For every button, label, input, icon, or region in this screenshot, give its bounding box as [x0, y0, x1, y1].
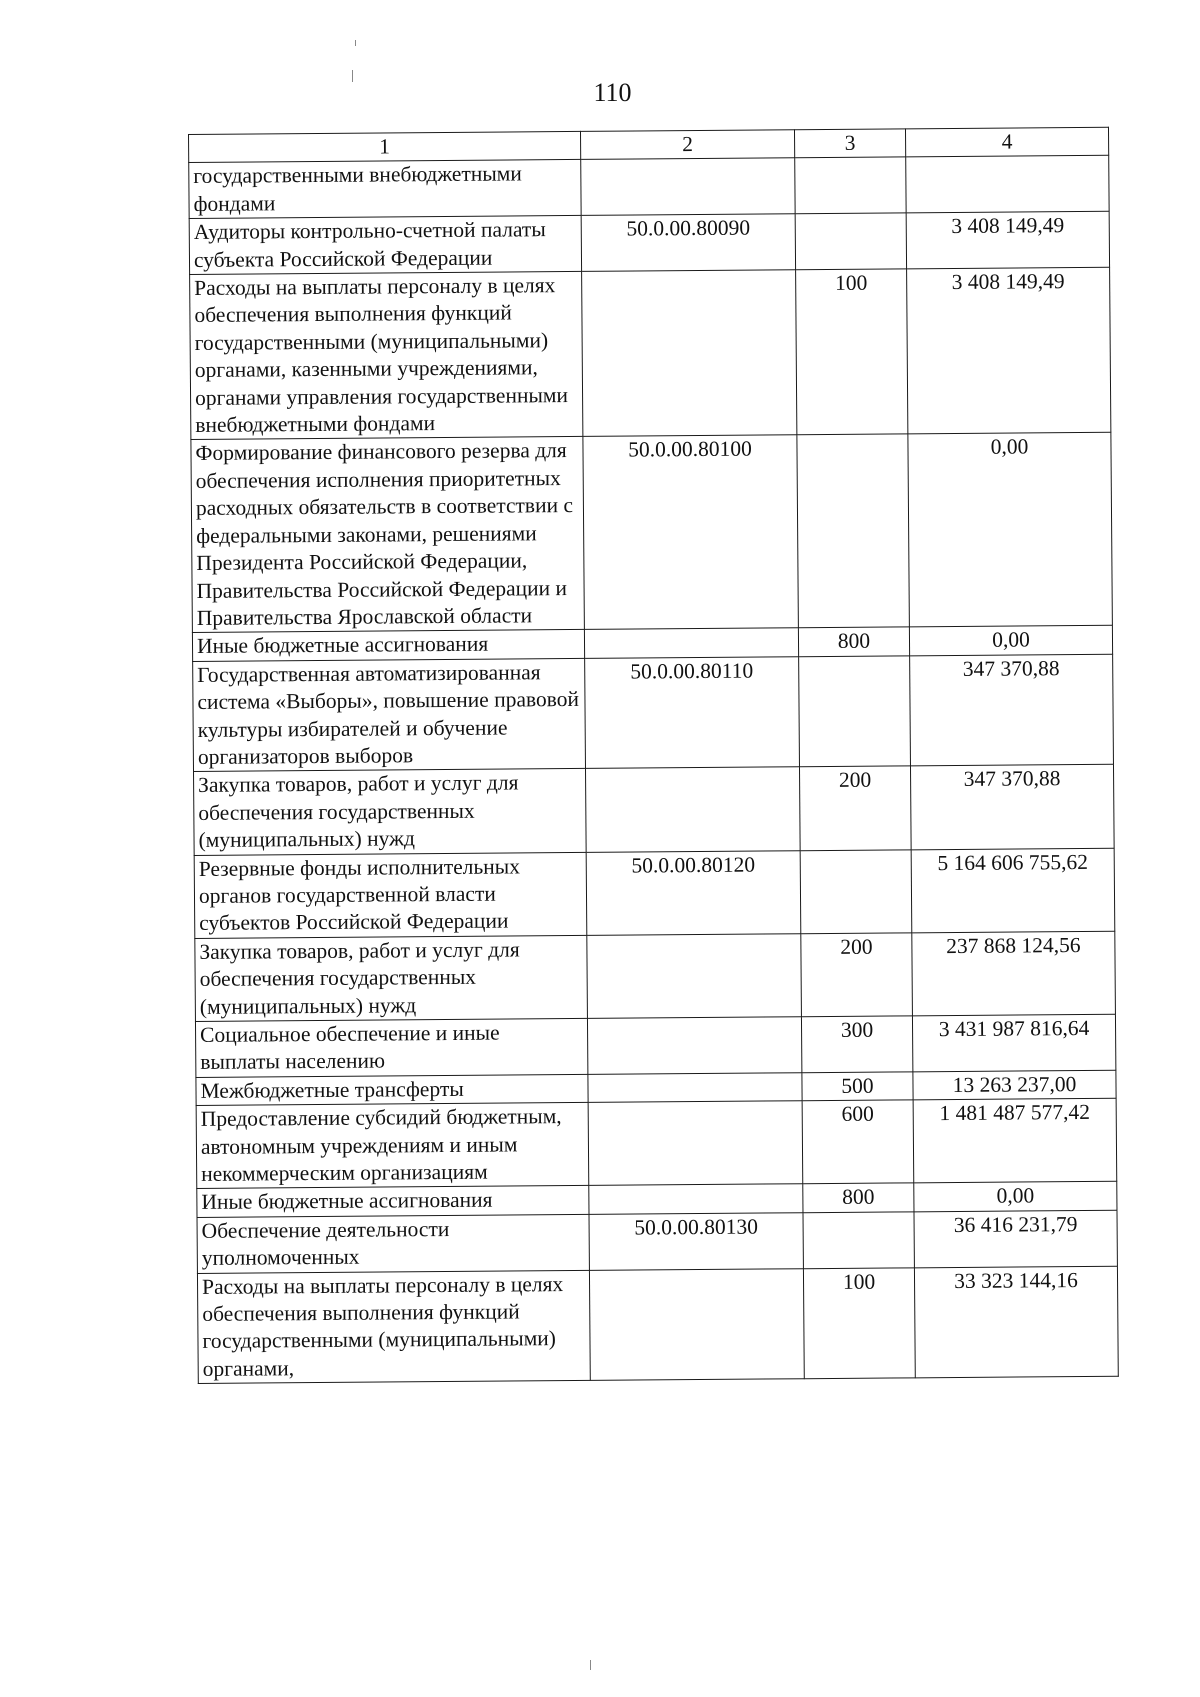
- row-name-cell: Обеспечение деятельности уполномоченных: [197, 1214, 589, 1273]
- header-col-4: 4: [905, 127, 1108, 157]
- row-sum-cell: 3 408 149,49: [906, 211, 1109, 268]
- row-type-cell: 300: [801, 1016, 912, 1073]
- row-sum-cell: 237 868 124,56: [912, 931, 1116, 1016]
- row-name-cell: Государственная автоматизированная система «Выборы», повышение правовой культуры избирателей и обучение организаторов выборов: [193, 658, 586, 772]
- row-code-cell: [589, 1184, 803, 1214]
- table-row: [197, 1266, 1118, 1384]
- row-sum-cell: 0,00: [909, 626, 1112, 656]
- row-code-cell: [587, 1017, 801, 1074]
- table-row: [189, 211, 1109, 274]
- row-type-cell: 200: [799, 766, 911, 850]
- row-sum-cell: 13 263 237,00: [913, 1070, 1116, 1100]
- row-code-cell: 50.0.00.80120: [586, 850, 801, 935]
- row-type-cell: [795, 157, 906, 214]
- budget-table: [188, 127, 1119, 1384]
- row-sum-cell: 36 416 231,79: [914, 1210, 1117, 1267]
- row-code-cell: [589, 1268, 804, 1380]
- row-code-cell: [588, 1073, 802, 1103]
- row-sum-cell: 1 481 487 577,42: [913, 1098, 1117, 1183]
- budget-table-sheet: [188, 127, 1118, 1384]
- table-row: [191, 433, 1112, 633]
- table-row: [194, 765, 1115, 855]
- row-code-cell: [582, 270, 797, 437]
- table-row: [194, 848, 1115, 938]
- row-type-cell: 600: [802, 1100, 914, 1184]
- row-code-cell: 50.0.00.80100: [583, 435, 799, 630]
- row-sum-cell: 33 323 144,16: [914, 1266, 1118, 1378]
- row-name-cell: Иные бюджетные ассигнования: [192, 630, 584, 661]
- table-row: [190, 267, 1111, 440]
- row-sum-cell: 0,00: [914, 1182, 1117, 1212]
- page-number: 110: [593, 78, 632, 107]
- row-code-cell: [584, 628, 798, 658]
- row-type-cell: [799, 656, 911, 767]
- row-name-cell: Закупка товаров, работ и услуг для обеспечения государственных (муниципальных) нужд: [194, 769, 587, 855]
- row-type-cell: 500: [802, 1072, 913, 1101]
- row-type-cell: 100: [803, 1267, 915, 1378]
- row-type-cell: [800, 849, 912, 933]
- header-col-2: 2: [580, 130, 794, 160]
- row-type-cell: [797, 434, 910, 628]
- row-sum-cell: 0,00: [908, 433, 1113, 627]
- row-code-cell: [588, 1101, 803, 1186]
- row-name-cell: государственными внебюджетными фондами: [189, 160, 581, 219]
- header-col-1: 1: [189, 131, 581, 162]
- table-row: [195, 1014, 1115, 1077]
- table-row: [195, 931, 1116, 1021]
- row-name-cell: Формирование финансового резерва для обеспечения исполнения приоритетных расходных обязательств в соответствии с федеральными законами, решениями Президента Российской Федерации, Правительства Российской Федерации и Правительства Ярославской области: [191, 437, 585, 633]
- row-type-cell: 800: [798, 627, 909, 656]
- row-sum-cell: 347 370,88: [910, 765, 1114, 850]
- row-sum-cell: 347 370,88: [910, 654, 1114, 766]
- row-type-cell: [795, 213, 906, 270]
- header-col-3: 3: [794, 129, 905, 158]
- table-row: [193, 654, 1114, 772]
- row-type-cell: [803, 1212, 914, 1269]
- row-name-cell: Иные бюджетные ассигнования: [197, 1186, 589, 1217]
- table-row: [196, 1098, 1117, 1188]
- row-name-cell: Социальное обеспечение и иные выплаты населению: [195, 1018, 587, 1077]
- row-sum-cell: 5 164 606 755,62: [911, 848, 1115, 933]
- table-row: [189, 156, 1109, 219]
- row-name-cell: Расходы на выплаты персоналу в целях обеспечения выполнения функций государственными (муниципальными) органами, казенными учреждениями, органами управления государственными внебюджетными фондами: [190, 271, 583, 440]
- row-name-cell: Резервные фонды исполнительных органов государственной власти субъектов Российской Федерации: [194, 852, 587, 938]
- row-name-cell: Аудиторы контрольно-счетной палаты субъекта Российской Федерации: [189, 216, 581, 275]
- row-code-cell: [587, 933, 802, 1018]
- row-type-cell: 800: [803, 1183, 914, 1212]
- row-code-cell: [585, 767, 800, 852]
- row-type-cell: 100: [796, 269, 908, 435]
- row-name-cell: Межбюджетные трансферты: [196, 1074, 588, 1105]
- table-row: [197, 1210, 1117, 1273]
- row-name-cell: Предоставление субсидий бюджетным, автономным учреждениям и иным некоммерческим организациям: [196, 1103, 589, 1189]
- row-code-cell: 50.0.00.80090: [581, 214, 795, 271]
- row-code-cell: [581, 158, 795, 215]
- row-sum-cell: 3 431 987 816,64: [912, 1014, 1115, 1071]
- row-code-cell: 50.0.00.80110: [585, 656, 800, 768]
- row-name-cell: Расходы на выплаты персоналу в целях обеспечения выполнения функций государственными (муниципальными) органами,: [197, 1270, 590, 1384]
- row-name-cell: Закупка товаров, работ и услуг для обеспечения государственных (муниципальных) нужд: [195, 935, 588, 1021]
- row-type-cell: 200: [801, 933, 913, 1017]
- row-sum-cell: 3 408 149,49: [907, 267, 1111, 434]
- row-code-cell: 50.0.00.80130: [589, 1213, 803, 1270]
- row-sum-cell: [906, 156, 1109, 213]
